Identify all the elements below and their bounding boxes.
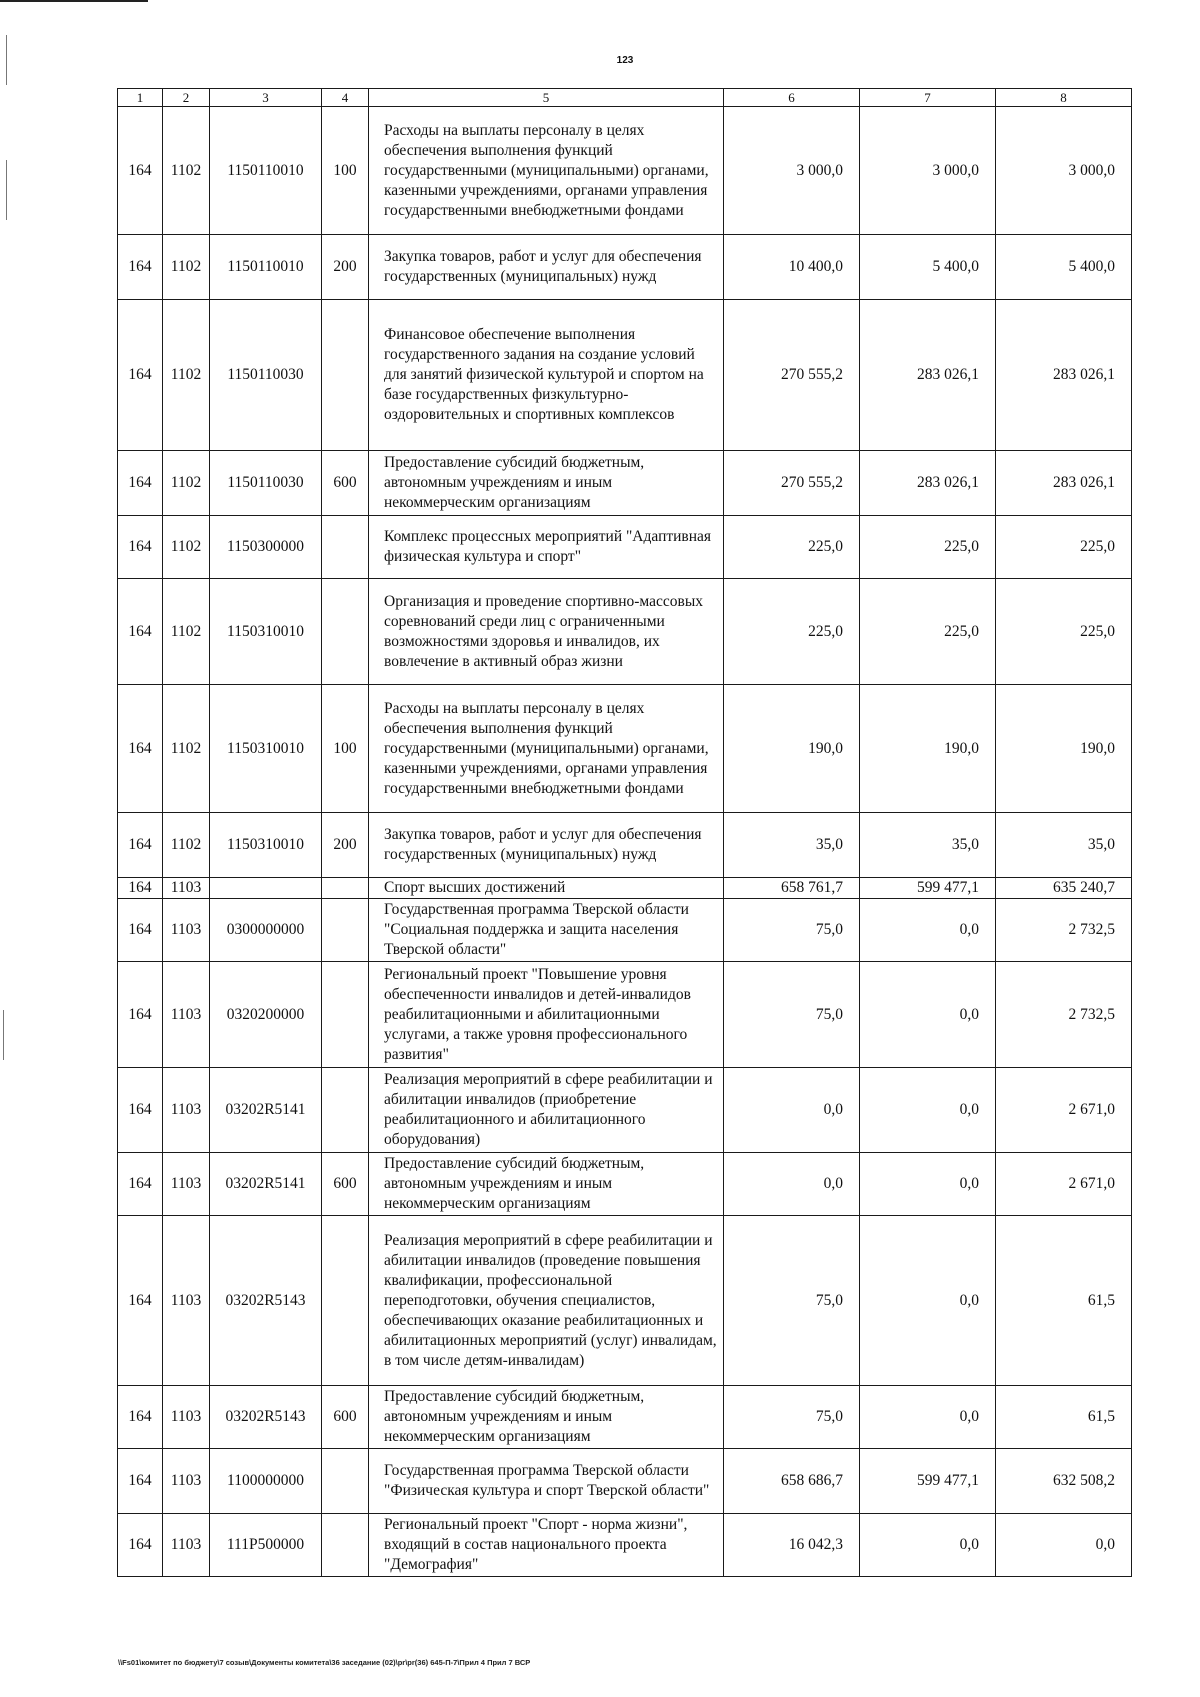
- cell-description: Реализация мероприятий в сфере реабилитации и абилитации инвалидов (приобретение реабилитационного и абилитационного оборудования): [369, 1068, 724, 1153]
- cell-section: 1103: [163, 1514, 210, 1577]
- column-header-4: 4: [322, 89, 369, 107]
- cell-grbs: 164: [118, 962, 163, 1068]
- cell-amount-col6: 658 761,7: [724, 878, 860, 899]
- table-row: [118, 107, 1132, 235]
- scan-edge-line: [0, 0, 148, 2]
- cell-description: Организация и проведение спортивно-массовых соревнований среди лиц с ограниченными возможностями здоровья и инвалидов, их вовлечение в активный образ жизни: [369, 579, 724, 685]
- cell-amount-col7: 35,0: [860, 813, 996, 878]
- cell-section: 1102: [163, 685, 210, 813]
- cell-amount-col8: 283 026,1: [996, 451, 1132, 516]
- cell-amount-col6: 10 400,0: [724, 235, 860, 300]
- cell-description: Региональный проект "Спорт - норма жизни", входящий в состав национального проекта "Демография": [369, 1514, 724, 1577]
- cell-amount-col7: 0,0: [860, 1386, 996, 1449]
- cell-target-article: 0320200000: [210, 962, 322, 1068]
- cell-amount-col7: 190,0: [860, 685, 996, 813]
- cell-amount-col8: 0,0: [996, 1514, 1132, 1577]
- cell-amount-col8: 635 240,7: [996, 878, 1132, 899]
- cell-amount-col8: 190,0: [996, 685, 1132, 813]
- cell-expense-type: 200: [322, 235, 369, 300]
- cell-expense-type: [322, 1449, 369, 1514]
- cell-grbs: 164: [118, 1153, 163, 1216]
- table-row: [118, 899, 1132, 962]
- cell-amount-col6: 0,0: [724, 1153, 860, 1216]
- table-row: [118, 685, 1132, 813]
- cell-amount-col7: 599 477,1: [860, 1449, 996, 1514]
- cell-section: 1102: [163, 813, 210, 878]
- cell-target-article: [210, 878, 322, 899]
- cell-expense-type: [322, 300, 369, 451]
- cell-section: 1102: [163, 300, 210, 451]
- cell-amount-col6: 75,0: [724, 1216, 860, 1386]
- cell-amount-col6: 3 000,0: [724, 107, 860, 235]
- cell-grbs: 164: [118, 451, 163, 516]
- cell-amount-col8: 5 400,0: [996, 235, 1132, 300]
- cell-section: 1102: [163, 579, 210, 685]
- cell-amount-col6: 225,0: [724, 579, 860, 685]
- cell-amount-col7: 599 477,1: [860, 878, 996, 899]
- cell-amount-col8: 2 732,5: [996, 962, 1132, 1068]
- cell-description: Предоставление субсидий бюджетным, автономным учреждениям и иным некоммерческим организациям: [369, 451, 724, 516]
- cell-amount-col7: 225,0: [860, 516, 996, 579]
- footer-file-path: \\Fs01\комитет по бюджету\7 созыв\Документы комитета\36 заседание (02)\pr\pr(36) 645-П-7\Прил 4 Прил 7 ВСР: [118, 1658, 531, 1667]
- cell-grbs: 164: [118, 579, 163, 685]
- cell-grbs: 164: [118, 1514, 163, 1577]
- column-header-5: 5: [369, 89, 724, 107]
- cell-section: 1102: [163, 451, 210, 516]
- cell-description: Комплекс процессных мероприятий "Адаптивная физическая культура и спорт": [369, 516, 724, 579]
- cell-amount-col8: 225,0: [996, 579, 1132, 685]
- header-row: [118, 89, 1132, 107]
- cell-amount-col6: 35,0: [724, 813, 860, 878]
- table-row: [118, 451, 1132, 516]
- cell-expense-type: [322, 899, 369, 962]
- cell-amount-col8: 2 732,5: [996, 899, 1132, 962]
- cell-amount-col7: 0,0: [860, 1153, 996, 1216]
- cell-description: Закупка товаров, работ и услуг для обеспечения государственных (муниципальных) нужд: [369, 235, 724, 300]
- cell-amount-col7: 225,0: [860, 579, 996, 685]
- table-row: [118, 1068, 1132, 1153]
- cell-amount-col6: 75,0: [724, 962, 860, 1068]
- cell-amount-col7: 283 026,1: [860, 451, 996, 516]
- cell-target-article: 1150310010: [210, 685, 322, 813]
- table-body: [118, 107, 1132, 1577]
- cell-expense-type: [322, 1514, 369, 1577]
- cell-target-article: 03202R5143: [210, 1216, 322, 1386]
- column-header-1: 1: [118, 89, 163, 107]
- table-row: [118, 579, 1132, 685]
- cell-grbs: 164: [118, 235, 163, 300]
- cell-amount-col7: 3 000,0: [860, 107, 996, 235]
- cell-description: Предоставление субсидий бюджетным, автономным учреждениям и иным некоммерческим организациям: [369, 1153, 724, 1216]
- column-header-2: 2: [163, 89, 210, 107]
- cell-grbs: 164: [118, 899, 163, 962]
- cell-description: Финансовое обеспечение выполнения государственного задания на создание условий для занятий физической культурой и спортом на базе государственных физкультурно-оздоровительных и спортивных комплексов: [369, 300, 724, 451]
- cell-amount-col7: 0,0: [860, 962, 996, 1068]
- cell-amount-col7: 0,0: [860, 1068, 996, 1153]
- cell-amount-col8: 632 508,2: [996, 1449, 1132, 1514]
- cell-amount-col6: 225,0: [724, 516, 860, 579]
- cell-amount-col6: 0,0: [724, 1068, 860, 1153]
- cell-section: 1102: [163, 235, 210, 300]
- column-header-6: 6: [724, 89, 860, 107]
- table-row: [118, 813, 1132, 878]
- cell-section: 1102: [163, 107, 210, 235]
- cell-description: Реализация мероприятий в сфере реабилитации и абилитации инвалидов (проведение повышения квалификации, профессиональной переподготовки, обучения специалистов, обеспечивающих оказание реабилитационных и абилитационных мероприятий (услуг) инвалидам, в том числе детям-инвалидам): [369, 1216, 724, 1386]
- cell-grbs: 164: [118, 685, 163, 813]
- cell-description: Расходы на выплаты персоналу в целях обеспечения выполнения функций государственными (муниципальными) органами, казенными учреждениями, органами управления государственными внебюджетными фондами: [369, 685, 724, 813]
- table-row: [118, 1153, 1132, 1216]
- cell-grbs: 164: [118, 1449, 163, 1514]
- cell-expense-type: 600: [322, 1153, 369, 1216]
- cell-target-article: 0300000000: [210, 899, 322, 962]
- cell-target-article: 1150310010: [210, 579, 322, 685]
- cell-grbs: 164: [118, 516, 163, 579]
- cell-amount-col8: 61,5: [996, 1216, 1132, 1386]
- cell-amount-col8: 3 000,0: [996, 107, 1132, 235]
- cell-amount-col8: 283 026,1: [996, 300, 1132, 451]
- cell-amount-col7: 0,0: [860, 1216, 996, 1386]
- cell-amount-col6: 190,0: [724, 685, 860, 813]
- scan-margin-mark: [6, 160, 7, 220]
- cell-section: 1103: [163, 962, 210, 1068]
- cell-grbs: 164: [118, 1386, 163, 1449]
- cell-description: Государственная программа Тверской области "Социальная поддержка и защита населения Тверской области": [369, 899, 724, 962]
- cell-description: Предоставление субсидий бюджетным, автономным учреждениям и иным некоммерческим организациям: [369, 1386, 724, 1449]
- cell-expense-type: 100: [322, 685, 369, 813]
- budget-table: [117, 88, 1132, 1577]
- cell-amount-col6: 270 555,2: [724, 451, 860, 516]
- cell-amount-col7: 0,0: [860, 1514, 996, 1577]
- table-row: [118, 1216, 1132, 1386]
- cell-description: Расходы на выплаты персоналу в целях обеспечения выполнения функций государственными (муниципальными) органами, казенными учреждениями, органами управления государственными внебюджетными фондами: [369, 107, 724, 235]
- cell-target-article: 1150110030: [210, 451, 322, 516]
- cell-description: Региональный проект "Повышение уровня обеспеченности инвалидов и детей-инвалидов реабилитационными и абилитационными услугами, а также уровня профессионального развития": [369, 962, 724, 1068]
- cell-target-article: 1100000000: [210, 1449, 322, 1514]
- cell-amount-col6: 16 042,3: [724, 1514, 860, 1577]
- cell-section: 1103: [163, 1216, 210, 1386]
- table-row: [118, 300, 1132, 451]
- table-row: [118, 1386, 1132, 1449]
- table-row: [118, 1449, 1132, 1514]
- cell-amount-col7: 5 400,0: [860, 235, 996, 300]
- cell-description: Спорт высших достижений: [369, 878, 724, 899]
- cell-section: 1103: [163, 899, 210, 962]
- scan-margin-mark: [3, 1010, 4, 1060]
- cell-description: Закупка товаров, работ и услуг для обеспечения государственных (муниципальных) нужд: [369, 813, 724, 878]
- cell-target-article: 1150110010: [210, 107, 322, 235]
- column-header-3: 3: [210, 89, 322, 107]
- cell-grbs: 164: [118, 1216, 163, 1386]
- cell-expense-type: [322, 1216, 369, 1386]
- page-number: 123: [616, 55, 634, 66]
- table-row: [118, 878, 1132, 899]
- cell-amount-col6: 270 555,2: [724, 300, 860, 451]
- cell-amount-col8: 61,5: [996, 1386, 1132, 1449]
- cell-section: 1103: [163, 1068, 210, 1153]
- cell-amount-col8: 225,0: [996, 516, 1132, 579]
- table-row: [118, 1514, 1132, 1577]
- cell-amount-col7: 0,0: [860, 899, 996, 962]
- cell-amount-col6: 75,0: [724, 899, 860, 962]
- cell-target-article: 03202R5143: [210, 1386, 322, 1449]
- cell-amount-col8: 35,0: [996, 813, 1132, 878]
- column-header-8: 8: [996, 89, 1132, 107]
- cell-target-article: 1150110010: [210, 235, 322, 300]
- cell-expense-type: 600: [322, 1386, 369, 1449]
- cell-description: Государственная программа Тверской области "Физическая культура и спорт Тверской области": [369, 1449, 724, 1514]
- cell-amount-col8: 2 671,0: [996, 1068, 1132, 1153]
- cell-target-article: 1150310010: [210, 813, 322, 878]
- cell-section: 1103: [163, 878, 210, 899]
- cell-expense-type: [322, 579, 369, 685]
- table-row: [118, 962, 1132, 1068]
- table-row: [118, 516, 1132, 579]
- cell-expense-type: [322, 1068, 369, 1153]
- cell-expense-type: 200: [322, 813, 369, 878]
- cell-grbs: 164: [118, 813, 163, 878]
- cell-target-article: 111P500000: [210, 1514, 322, 1577]
- cell-section: 1102: [163, 516, 210, 579]
- cell-grbs: 164: [118, 107, 163, 235]
- cell-target-article: 1150300000: [210, 516, 322, 579]
- cell-grbs: 164: [118, 878, 163, 899]
- cell-expense-type: [322, 962, 369, 1068]
- cell-grbs: 164: [118, 1068, 163, 1153]
- cell-section: 1103: [163, 1449, 210, 1514]
- cell-expense-type: 600: [322, 451, 369, 516]
- cell-expense-type: 100: [322, 107, 369, 235]
- cell-amount-col6: 658 686,7: [724, 1449, 860, 1514]
- cell-target-article: 03202R5141: [210, 1068, 322, 1153]
- cell-amount-col7: 283 026,1: [860, 300, 996, 451]
- cell-expense-type: [322, 878, 369, 899]
- cell-amount-col6: 75,0: [724, 1386, 860, 1449]
- cell-expense-type: [322, 516, 369, 579]
- cell-amount-col8: 2 671,0: [996, 1153, 1132, 1216]
- cell-grbs: 164: [118, 300, 163, 451]
- column-header-7: 7: [860, 89, 996, 107]
- cell-target-article: 1150110030: [210, 300, 322, 451]
- cell-section: 1103: [163, 1153, 210, 1216]
- cell-target-article: 03202R5141: [210, 1153, 322, 1216]
- table-row: [118, 235, 1132, 300]
- cell-section: 1103: [163, 1386, 210, 1449]
